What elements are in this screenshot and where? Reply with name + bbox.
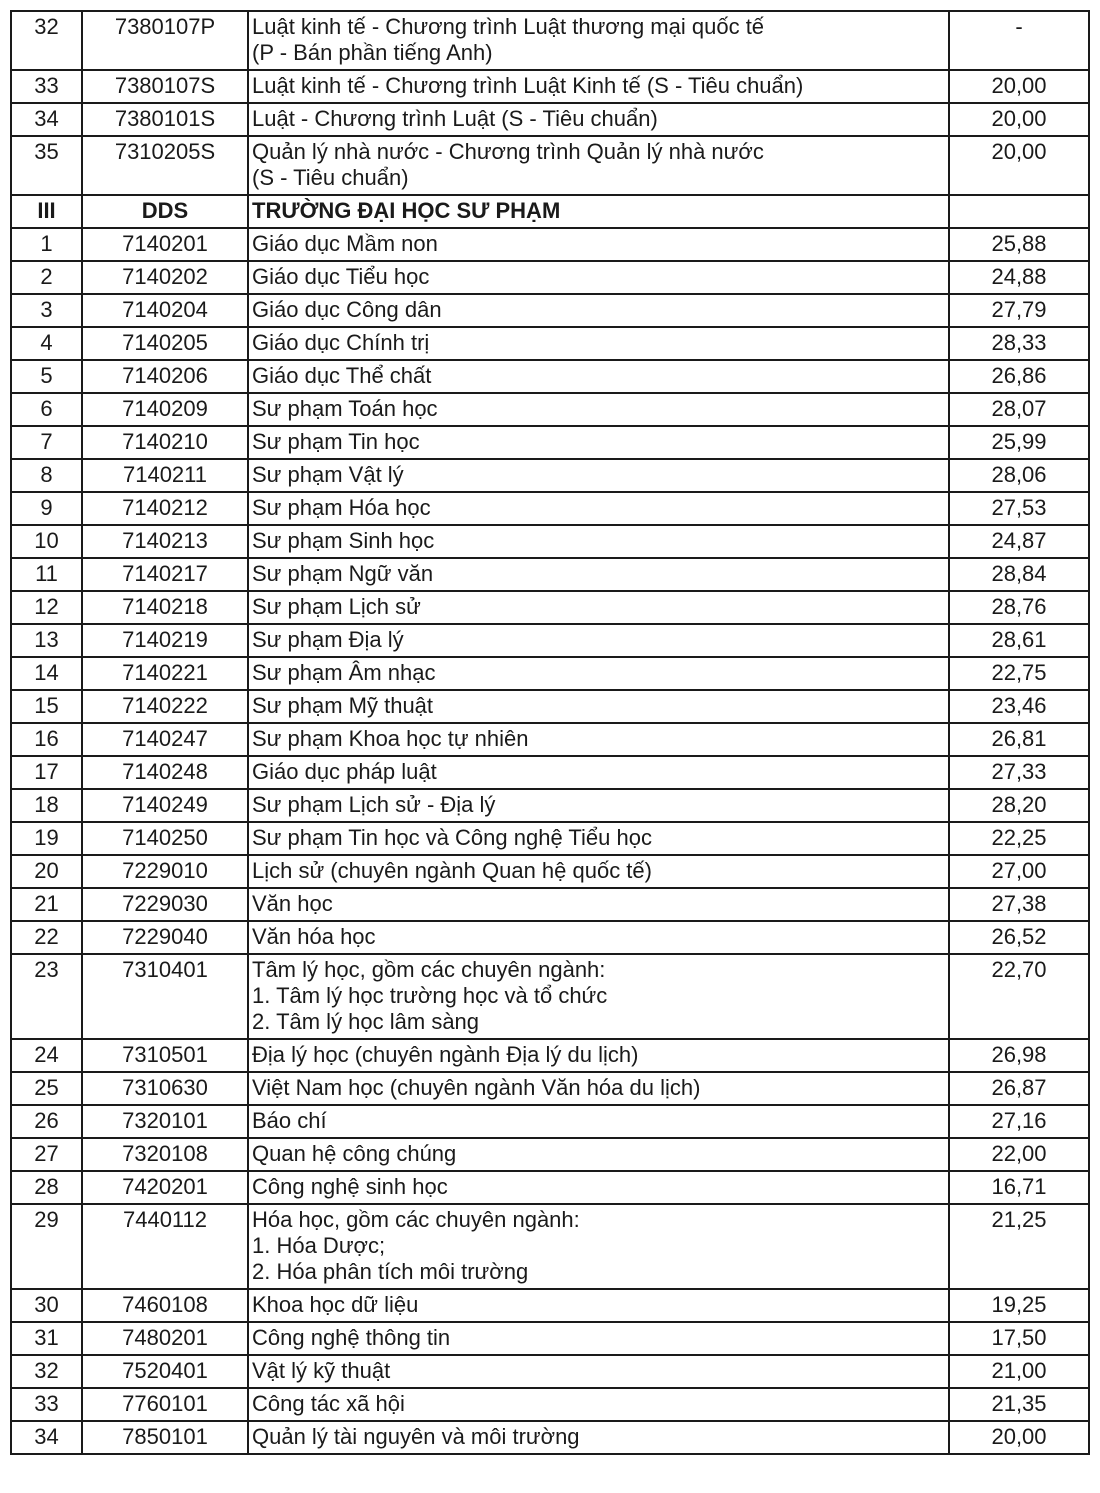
major-code: 7140210: [82, 426, 248, 459]
major-code: 7380107P: [82, 11, 248, 70]
major-name: [248, 1039, 949, 1072]
major-code: 7229040: [82, 921, 248, 954]
major-code: 7140250: [82, 822, 248, 855]
table-body: [11, 11, 1089, 1454]
major-name-line: (S - Tiêu chuẩn): [252, 165, 409, 190]
major-code: 7140209: [82, 393, 248, 426]
row-number: 34: [11, 103, 82, 136]
major-name: [248, 327, 949, 360]
major-name: [248, 657, 949, 690]
admission-score: 26,52: [949, 921, 1089, 954]
row-number: 9: [11, 492, 82, 525]
major-code: 7760101: [82, 1388, 248, 1421]
major-name-line: Sư phạm Mỹ thuật: [252, 693, 434, 718]
table-row: [11, 70, 1089, 103]
table-row: [11, 954, 1089, 1039]
major-name-line: 1. Tâm lý học trường học và tổ chức: [252, 983, 608, 1008]
major-code: 7140218: [82, 591, 248, 624]
major-name-line: Sư phạm Địa lý: [252, 627, 404, 652]
major-name-line: Sư phạm Tin học và Công nghệ Tiểu học: [252, 825, 652, 850]
major-code: 7140221: [82, 657, 248, 690]
admission-score: 28,76: [949, 591, 1089, 624]
major-name-line: Sư phạm Âm nhạc: [252, 660, 436, 685]
major-name-line: Địa lý học (chuyên ngành Địa lý du lịch): [252, 1042, 639, 1067]
table-row: [11, 327, 1089, 360]
admission-score: 21,00: [949, 1355, 1089, 1388]
major-name-line: Giáo dục Thể chất: [252, 363, 432, 388]
row-number: 23: [11, 954, 82, 1039]
table-row: [11, 103, 1089, 136]
major-name-line: Quan hệ công chúng: [252, 1141, 457, 1166]
major-code: 7140202: [82, 261, 248, 294]
major-name: [248, 822, 949, 855]
major-code: 7310501: [82, 1039, 248, 1072]
row-number: 18: [11, 789, 82, 822]
major-code: 7310401: [82, 954, 248, 1039]
major-code: 7140213: [82, 525, 248, 558]
row-number: 25: [11, 1072, 82, 1105]
major-code: DDS: [82, 195, 248, 228]
table-row: [11, 1039, 1089, 1072]
row-number: 11: [11, 558, 82, 591]
row-number: 34: [11, 1421, 82, 1454]
row-number: 28: [11, 1171, 82, 1204]
table-row: [11, 11, 1089, 70]
major-code: 7229010: [82, 855, 248, 888]
major-code: 7140247: [82, 723, 248, 756]
major-code: 7850101: [82, 1421, 248, 1454]
admission-score: 22,25: [949, 822, 1089, 855]
table-row: [11, 261, 1089, 294]
major-name-line: Sư phạm Sinh học: [252, 528, 435, 553]
major-name: [248, 70, 949, 103]
admission-score: 27,53: [949, 492, 1089, 525]
major-name: [248, 624, 949, 657]
major-name-line: Khoa học dữ liệu: [252, 1292, 419, 1317]
major-code: 7320108: [82, 1138, 248, 1171]
admission-score: 22,70: [949, 954, 1089, 1039]
table-row: [11, 921, 1089, 954]
row-number: 5: [11, 360, 82, 393]
admission-score: 23,46: [949, 690, 1089, 723]
major-name: [248, 525, 949, 558]
admission-score-table: [10, 10, 1090, 1455]
table-row: [11, 1322, 1089, 1355]
admission-score: 28,20: [949, 789, 1089, 822]
row-number: 26: [11, 1105, 82, 1138]
major-name-line: Giáo dục Công dân: [252, 297, 442, 322]
major-name: [248, 1322, 949, 1355]
major-name-line: Văn hóa học: [252, 924, 376, 949]
admission-score: 28,84: [949, 558, 1089, 591]
major-code: 7460108: [82, 1289, 248, 1322]
major-name-line: Lịch sử (chuyên ngành Quan hệ quốc tế): [252, 858, 652, 883]
row-number: 8: [11, 459, 82, 492]
major-code: 7420201: [82, 1171, 248, 1204]
admission-score: 26,98: [949, 1039, 1089, 1072]
admission-score: 27,79: [949, 294, 1089, 327]
table-row: [11, 492, 1089, 525]
major-name: [248, 1105, 949, 1138]
admission-score: 28,33: [949, 327, 1089, 360]
major-name-line: Giáo dục Tiểu học: [252, 264, 430, 289]
admission-score: 20,00: [949, 1421, 1089, 1454]
major-name: [248, 558, 949, 591]
major-name: [248, 591, 949, 624]
major-code: 7140201: [82, 228, 248, 261]
admission-score: 25,99: [949, 426, 1089, 459]
major-code: 7140222: [82, 690, 248, 723]
row-number: 4: [11, 327, 82, 360]
major-name: [248, 459, 949, 492]
major-name: [248, 195, 949, 228]
table-row: [11, 426, 1089, 459]
table-row: [11, 525, 1089, 558]
row-number: 32: [11, 1355, 82, 1388]
admission-score: 27,16: [949, 1105, 1089, 1138]
table-row: [11, 756, 1089, 789]
watermark: [912, 1418, 1082, 1472]
major-name: [248, 690, 949, 723]
major-name-line: Công nghệ thông tin: [252, 1325, 451, 1350]
major-name-line: Giáo dục pháp luật: [252, 759, 437, 784]
major-name-line: Quản lý tài nguyên và môi trường: [252, 1424, 580, 1449]
admission-score: [949, 195, 1089, 228]
admission-score: 24,87: [949, 525, 1089, 558]
major-name: [248, 228, 949, 261]
major-code: 7140212: [82, 492, 248, 525]
major-name-line: Tâm lý học, gồm các chuyên ngành:: [252, 957, 606, 982]
major-name: [248, 294, 949, 327]
major-name-line: 2. Tâm lý học lâm sàng: [252, 1009, 480, 1034]
row-number: 33: [11, 1388, 82, 1421]
major-name: [248, 261, 949, 294]
row-number: III: [11, 195, 82, 228]
major-name-line: Báo chí: [252, 1108, 327, 1133]
table-row: [11, 393, 1089, 426]
table-row: [11, 1138, 1089, 1171]
row-number: 35: [11, 136, 82, 195]
row-number: 33: [11, 70, 82, 103]
major-name-line: Sư phạm Khoa học tự nhiên: [252, 726, 529, 751]
major-code: 7310205S: [82, 136, 248, 195]
major-name-line: Sư phạm Toán học: [252, 396, 438, 421]
major-code: 7520401: [82, 1355, 248, 1388]
major-code: 7320101: [82, 1105, 248, 1138]
row-number: 31: [11, 1322, 82, 1355]
major-code: 7480201: [82, 1322, 248, 1355]
major-name: [248, 492, 949, 525]
major-name-line: Sư phạm Tin học: [252, 429, 420, 454]
admission-score: 19,25: [949, 1289, 1089, 1322]
major-name: [248, 888, 949, 921]
major-code: 7140205: [82, 327, 248, 360]
major-name: [248, 954, 949, 1039]
table-row: [11, 294, 1089, 327]
row-number: 13: [11, 624, 82, 657]
table-row: [11, 690, 1089, 723]
major-name: [248, 789, 949, 822]
row-number: 7: [11, 426, 82, 459]
row-number: 32: [11, 11, 82, 70]
major-name-line: Luật kinh tế - Chương trình Luật thương mại quốc tế: [252, 14, 765, 39]
major-name: [248, 1355, 949, 1388]
major-code: 7140217: [82, 558, 248, 591]
major-name: [248, 1072, 949, 1105]
major-code: 7380101S: [82, 103, 248, 136]
table-row: [11, 888, 1089, 921]
major-code: 7140249: [82, 789, 248, 822]
major-name-line: TRƯỜNG ĐẠI HỌC SƯ PHẠM: [252, 198, 561, 223]
row-number: 12: [11, 591, 82, 624]
major-code: 7380107S: [82, 70, 248, 103]
row-number: 22: [11, 921, 82, 954]
admission-score: 16,71: [949, 1171, 1089, 1204]
admission-score: 28,61: [949, 624, 1089, 657]
major-name-line: Quản lý nhà nước - Chương trình Quản lý nhà nước: [252, 139, 764, 164]
major-name-line: Sư phạm Lịch sử - Địa lý: [252, 792, 496, 817]
major-name-line: Sư phạm Hóa học: [252, 495, 431, 520]
major-name: [248, 1289, 949, 1322]
table-row: [11, 822, 1089, 855]
row-number: 27: [11, 1138, 82, 1171]
major-code: 7440112: [82, 1204, 248, 1289]
major-name-line: Luật - Chương trình Luật (S - Tiêu chuẩn): [252, 106, 658, 131]
admission-score: 22,00: [949, 1138, 1089, 1171]
major-name: [248, 921, 949, 954]
row-number: 16: [11, 723, 82, 756]
major-code: 7310630: [82, 1072, 248, 1105]
admission-score: 26,86: [949, 360, 1089, 393]
major-name-line: Việt Nam học (chuyên ngành Văn hóa du lịch): [252, 1075, 701, 1100]
admission-score: 28,07: [949, 393, 1089, 426]
major-name: [248, 1388, 949, 1421]
table-row: [11, 1289, 1089, 1322]
admission-score: -: [949, 11, 1089, 70]
major-name: [248, 1204, 949, 1289]
major-name: [248, 360, 949, 393]
major-name: [248, 103, 949, 136]
major-name-line: Sư phạm Vật lý: [252, 462, 404, 487]
major-name-line: 1. Hóa Dược;: [252, 1233, 386, 1258]
major-name: [248, 393, 949, 426]
row-number: 15: [11, 690, 82, 723]
major-name-line: Giáo dục Mầm non: [252, 231, 438, 256]
section-header-row: [11, 195, 1089, 228]
table-row: [11, 1204, 1089, 1289]
admission-score: 26,87: [949, 1072, 1089, 1105]
row-number: 1: [11, 228, 82, 261]
admission-score: 21,25: [949, 1204, 1089, 1289]
row-number: 2: [11, 261, 82, 294]
table-row: [11, 624, 1089, 657]
admission-score: 28,06: [949, 459, 1089, 492]
major-name-line: Vật lý kỹ thuật: [252, 1358, 391, 1383]
table-row: [11, 1072, 1089, 1105]
table-row: [11, 789, 1089, 822]
major-name-line: Công nghệ sinh học: [252, 1174, 448, 1199]
major-name: [248, 1138, 949, 1171]
admission-score: 22,75: [949, 657, 1089, 690]
admission-score: 27,00: [949, 855, 1089, 888]
major-name-line: Giáo dục Chính trị: [252, 330, 430, 355]
table-row: [11, 136, 1089, 195]
row-number: 29: [11, 1204, 82, 1289]
major-name: [248, 1171, 949, 1204]
admission-score: 24,88: [949, 261, 1089, 294]
table-row: [11, 723, 1089, 756]
major-code: 7140219: [82, 624, 248, 657]
major-name: [248, 136, 949, 195]
row-number: 6: [11, 393, 82, 426]
table-row: [11, 1355, 1089, 1388]
row-number: 24: [11, 1039, 82, 1072]
major-name: [248, 723, 949, 756]
major-name: [248, 855, 949, 888]
table-row: [11, 855, 1089, 888]
admission-score: 20,00: [949, 136, 1089, 195]
major-name-line: Công tác xã hội: [252, 1391, 405, 1416]
table-row: [11, 228, 1089, 261]
major-code: 7140211: [82, 459, 248, 492]
major-code: 7140248: [82, 756, 248, 789]
major-name-line: 2. Hóa phân tích môi trường: [252, 1259, 529, 1284]
major-name: [248, 756, 949, 789]
major-code: 7140204: [82, 294, 248, 327]
major-name: [248, 11, 949, 70]
major-name-line: Luật kinh tế - Chương trình Luật Kinh tế (S - Tiêu chuẩn): [252, 73, 804, 98]
major-name-line: Sư phạm Ngữ văn: [252, 561, 434, 586]
admission-score: 21,35: [949, 1388, 1089, 1421]
row-number: 19: [11, 822, 82, 855]
table-row: [11, 1388, 1089, 1421]
major-name-line: (P - Bán phần tiếng Anh): [252, 40, 493, 65]
row-number: 14: [11, 657, 82, 690]
admission-score: 27,33: [949, 756, 1089, 789]
row-number: 17: [11, 756, 82, 789]
admission-score: 20,00: [949, 70, 1089, 103]
table-row: [11, 1105, 1089, 1138]
table-row: [11, 591, 1089, 624]
major-code: 7140206: [82, 360, 248, 393]
admission-score: 25,88: [949, 228, 1089, 261]
admission-score: 20,00: [949, 103, 1089, 136]
major-name-line: Hóa học, gồm các chuyên ngành:: [252, 1207, 580, 1232]
row-number: 21: [11, 888, 82, 921]
admission-score: 27,38: [949, 888, 1089, 921]
major-name: [248, 1421, 949, 1454]
admission-score: 17,50: [949, 1322, 1089, 1355]
major-name-line: Văn học: [252, 891, 333, 916]
row-number: 10: [11, 525, 82, 558]
table-row: [11, 558, 1089, 591]
major-code: 7229030: [82, 888, 248, 921]
table-row: [11, 360, 1089, 393]
table-row: [11, 459, 1089, 492]
major-name: [248, 426, 949, 459]
row-number: 20: [11, 855, 82, 888]
row-number: 30: [11, 1289, 82, 1322]
major-name-line: Sư phạm Lịch sử: [252, 594, 421, 619]
table-row: [11, 657, 1089, 690]
table-row: [11, 1171, 1089, 1204]
row-number: 3: [11, 294, 82, 327]
admission-score: 26,81: [949, 723, 1089, 756]
